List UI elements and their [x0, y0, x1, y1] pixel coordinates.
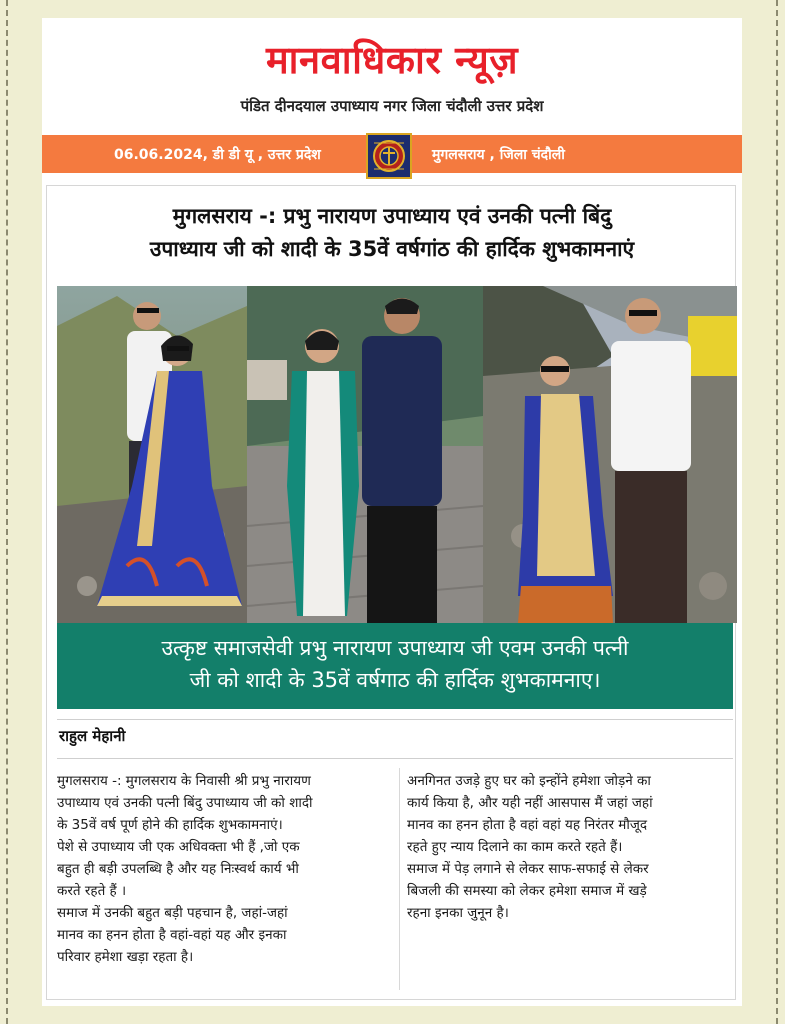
masthead-title: मानवाधिकार न्यूज़ [265, 38, 519, 82]
body-line: रहते हुए न्याय दिलाने का काम करते रहते हैं। [407, 839, 623, 855]
location-label: मुगलसराय , जिला चंदौली [432, 147, 565, 163]
body-line: रहना इनका जुनून है। [407, 905, 509, 921]
body-line: करते रहते हैं । [57, 883, 127, 899]
headline [47, 200, 737, 266]
right-margin-dashes [776, 0, 778, 1024]
body-line: बहुत ही बड़ी उपलब्धि है और यह निःस्वर्थ कार्य भी [57, 861, 299, 877]
headline-line-1: मुगलसराय -: प्रभु नारायण उपाध्याय एवं उनकी पत्नी बिंदु [172, 204, 612, 228]
caption-line-1: उत्कृष्ट समाजसेवी प्रभु नारायण उपाध्याय जी एवम उनकी पत्नी [161, 636, 629, 660]
body-line: पेशे से उपाध्याय जी एक अधिवक्ता भी हैं ,जो एक [57, 839, 300, 855]
body-line: उपाध्याय एवं उनकी पत्नी बिंदु उपाध्याय जी को शादी [57, 795, 313, 811]
body-line: मुगलसराय -: मुगलसराय के निवासी श्री प्रभु नारायण [57, 773, 311, 789]
body-line: अनगिनत उजड़े हुए घर को इन्होंने हमेशा जोड़ने का [407, 773, 651, 789]
couple-photo-1 [57, 286, 247, 623]
body-line: के 35वें वर्ष पूर्ण होने की हार्दिक शुभकामनाएं। [57, 817, 283, 833]
body-line: बिजली की समस्या को लेकर हमेशा समाज में खड़े [407, 883, 647, 899]
caption-line-2: जी को शादी के 35वें वर्षगाठ की हार्दिक शुभकामनाए। [189, 668, 601, 692]
body-line: परिवार हमेशा खड़ा रहता है। [57, 949, 194, 965]
author-bottom-rule [57, 758, 733, 759]
date-location-band [42, 135, 742, 173]
article-box [46, 185, 736, 1000]
left-margin-dashes [6, 0, 8, 1024]
author-top-rule [57, 719, 733, 720]
body-line: समाज में उनकी बहुत बड़ी पहचान है, जहां-जहां [57, 905, 288, 921]
body-line: समाज में पेड़ लगाने से लेकर साफ-सफाई से लेकर [407, 861, 649, 877]
body-column-right [407, 770, 732, 924]
dateline: 06.06.2024, डी डी यू , उत्तर प्रदेश [114, 147, 321, 163]
masthead-subtitle: पंडित दीनदयाल उपाध्याय नगर जिला चंदौली उत्तर प्रदेश [240, 97, 544, 115]
column-divider [399, 768, 400, 990]
headline-line-2: उपाध्याय जी को शादी के 35वें वर्षगांठ की हार्दिक शुभकामनाएं [149, 237, 635, 261]
body-line: मानव का हनन होता है वहां-वहां यह और इनका [57, 927, 287, 943]
emblem-logo-icon [366, 133, 412, 179]
photo-collage [57, 286, 737, 623]
body-line: मानव का हनन होता है वहां वहां यह निरंतर मौजूद [407, 817, 648, 833]
body-column-left [57, 770, 397, 968]
green-caption-banner [57, 623, 733, 709]
masthead [42, 18, 742, 130]
couple-photo-3 [483, 286, 737, 623]
newspaper-page [42, 18, 742, 1006]
body-line: कार्य किया है, और यही नहीं आसपास मैं जहां जहां [407, 795, 653, 811]
author-name: राहुल मेहानी [59, 727, 126, 745]
couple-photo-2 [247, 286, 483, 623]
